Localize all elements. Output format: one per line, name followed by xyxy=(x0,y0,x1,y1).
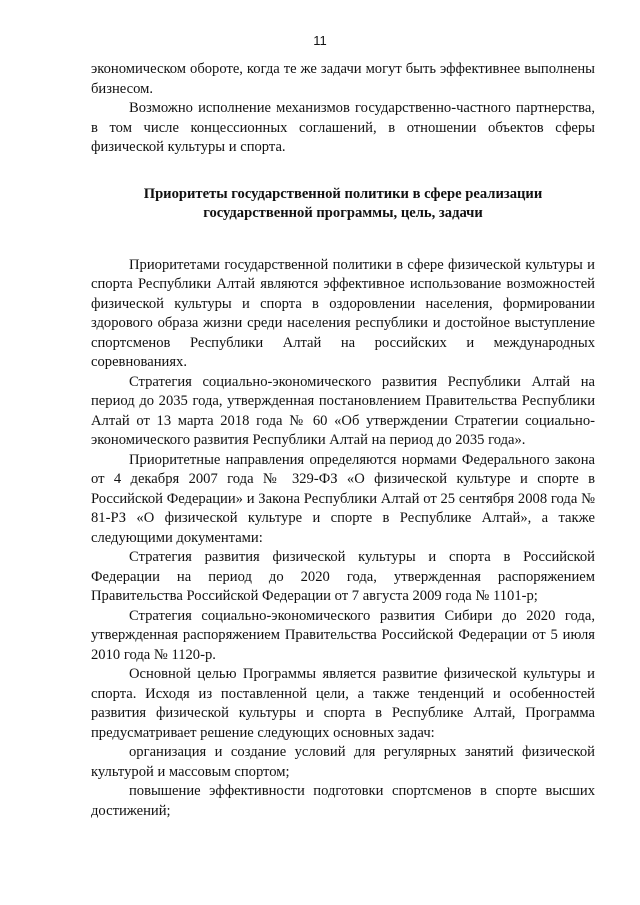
paragraph-task-1: организация и создание условий для регулярных занятий физической культурой и массовым спортом; xyxy=(91,744,595,780)
page-content xyxy=(91,60,595,821)
paragraph-program-goal: Основной целью Программы является развитие физической культуры и спорта. Исходя из поставленной цели, а также тенденций и особенностей развития физической культуры и спорта в Республике Алтай, Программа предусматривает решение следующих основных задач: xyxy=(91,666,595,741)
page-number: 11 xyxy=(313,33,327,48)
paragraph-strategy-siberia: Стратегия социально-экономического развития Сибири до 2020 года, утвержденная распоряжением Правительства Российской Федерации от 5 июля 2010 года № 1120-р. xyxy=(91,607,595,663)
paragraph-continuation: экономическом обороте, когда те же задачи могут быть эффективнее выполнены бизнесом. xyxy=(91,61,595,97)
paragraph-ppp: Возможно исполнение механизмов государственно-частного партнерства, в том числе концессионных соглашений, в отношении объектов сферы физической культуры и спорта. xyxy=(91,100,595,155)
paragraph-task-2: повышение эффективности подготовки спортсменов в спорте высших достижений; xyxy=(91,783,595,819)
section-heading-line-2: государственной программы, цель, задачи xyxy=(203,205,483,221)
paragraph-strategy-altai: Стратегия социально-экономического развития Республики Алтай на период до 2035 года, утвержденная постановлением Правительства Республики Алтай от 13 марта 2018 года № 60 «Об утверждении Стратегии социально-экономического развития Республики Алтай на период до 2035 года». xyxy=(91,373,595,448)
section-heading-line-1: Приоритеты государственной политики в сфере реализации xyxy=(143,185,543,202)
paragraph-priorities: Приоритетами государственной политики в сфере физической культуры и спорта Республики Алтай являются эффективное использование возможностей физической культуры и спорта в оздоровлении населения, формировании здорового образа жизни среди населения республики и достойное выступление спортсменов Республики Алтай на российских и международных соревнованиях. xyxy=(91,256,595,370)
paragraph-directions: Приоритетные направления определяются нормами Федерального закона от 4 декабря 2007 года № 329-ФЗ «О физической культуре и спорте в Российской Федерации» и Закона Республики Алтай от 25 сентября 2008 года № 81-РЗ «О физической культуре и спорте в Республике Алтай», а также следующими документами: xyxy=(91,451,595,546)
section-heading xyxy=(91,185,595,224)
paragraph-strategy-russia: Стратегия развития физической культуры и спорта в Российской Федерации на период до 2020 года, утвержденная распоряжением Правительства Российской Федерации от 7 августа 2009 года № 1101-р; xyxy=(91,549,595,604)
